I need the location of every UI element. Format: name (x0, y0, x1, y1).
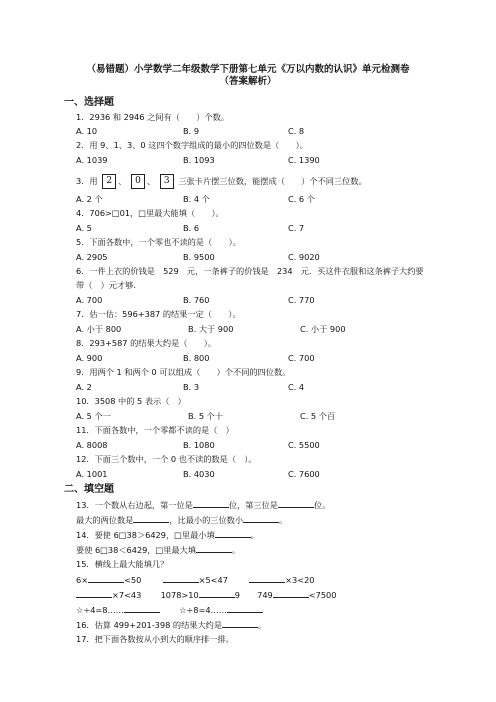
option-3a: A. 2 个 (76, 194, 103, 204)
answer-blank[interactable] (76, 589, 112, 598)
number-card-3: 3 (160, 174, 174, 189)
option-9c: C. 4 (288, 382, 305, 392)
question-10: 10．3508 中的 5 表示（ ） (76, 396, 186, 406)
answer-blank[interactable] (227, 604, 263, 613)
section-heading-choice: 一、选择题 (64, 97, 114, 108)
number-card-2: 2 (102, 174, 116, 189)
question-15-row2: ×7<43 1078>10 9 749 <7500 (76, 589, 336, 600)
question-5: 5．下面各数中，一个零也不读的是（ ）。 (76, 237, 241, 247)
answer-blank[interactable] (273, 589, 309, 598)
document-title: （易错题）小学数学二年级数学下册第七单元《万以内数的认识》单元检测卷 (86, 64, 410, 75)
section-heading-fill: 二、填空题 (64, 484, 114, 495)
question-3: 3．用 2 、 0 、 3 三张卡片摆三位数，能摆成（ ）个不同三位数。 (76, 174, 367, 189)
answer-blank[interactable] (222, 619, 258, 628)
option-11c: C. 5500 (288, 440, 320, 450)
answer-blank[interactable] (163, 574, 199, 583)
option-8a: A. 900 (76, 353, 103, 363)
answer-blank[interactable] (133, 514, 169, 523)
option-8c: C. 700 (288, 353, 315, 363)
option-12b: B. 4030 (183, 469, 215, 479)
answer-blank[interactable] (215, 529, 251, 538)
option-7b: B. 大于 900 (188, 324, 234, 334)
question-14: 14．要使 6□38＞6429，□里最小填 。 (76, 530, 259, 540)
option-12a: A. 1001 (76, 469, 108, 479)
question-15-row3: ☆÷4=8…… ☆÷8=4…… (76, 604, 263, 615)
option-8b: B. 800 (183, 353, 210, 363)
question-2: 2．用 9、1、3、0 这四个数字组成的最小的四位数是（ ）。 (76, 140, 308, 150)
answer-blank[interactable] (124, 604, 160, 613)
answer-blank[interactable] (199, 589, 235, 598)
answer-blank[interactable] (193, 499, 229, 508)
answer-blank[interactable] (243, 514, 279, 523)
answer-blank[interactable] (249, 574, 285, 583)
option-11a: A. 8008 (76, 440, 108, 450)
question-13: 13．一个数从右边起，第一位是 位，第三位是 位。 (76, 500, 331, 510)
option-2a: A. 1039 (76, 155, 108, 165)
option-4c: C. 7 (288, 223, 305, 233)
question-17: 17．把下面各数按从小到大的顺序排一排。 (76, 634, 234, 644)
number-card-0: 0 (131, 174, 145, 189)
question-6: 6．一件上衣的价钱是 529 元，一条裤子的价钱是 234 元．买这件衣服和这条裤子大约要 (76, 266, 424, 276)
option-11b: B. 1080 (183, 440, 215, 450)
option-1a: A. 10 (76, 126, 98, 136)
option-6c: C. 770 (288, 295, 315, 305)
option-7c: C. 小于 900 (300, 324, 346, 334)
question-15: 15．横线上最大能填几？ (76, 559, 169, 569)
question-1: 1．2936 和 2946 之间有（ ）个数。 (76, 112, 229, 122)
option-6a: A. 700 (76, 295, 103, 305)
answer-blank[interactable] (88, 574, 124, 583)
option-6b: B. 760 (183, 295, 210, 305)
question-8: 8．293+587 的结果大约是（ ）。 (76, 338, 217, 348)
option-9b: B. 3 (183, 382, 200, 392)
option-2b: B. 1093 (183, 155, 215, 165)
question-15-row1: 6× <50 ×5<47 ×3<20 (76, 575, 315, 585)
option-1b: B. 9 (183, 126, 200, 136)
option-10c: C. 5 个百 (300, 411, 336, 421)
question-14-cont: 要使 6□38＜6429，□里最大填 。 (76, 545, 241, 555)
option-4b: B. 6 (183, 223, 200, 233)
option-5c: C. 9020 (288, 252, 320, 262)
question-11: 11．下面各数中，一个零都不读的是（ ） (76, 425, 234, 435)
question-16: 16．估算 499+201-398 的结果大约是 。 (76, 620, 267, 630)
question-6-cont: 带（ ）元才够． (76, 280, 142, 290)
document-subtitle: （答案解析） (219, 76, 277, 87)
option-5a: A. 2905 (76, 252, 108, 262)
question-7: 7．估一估：596+387 的结果一定（ ）。 (76, 309, 241, 319)
option-3c: C. 6 个 (288, 194, 315, 204)
answer-blank[interactable] (196, 544, 232, 553)
option-12c: C. 7600 (288, 469, 320, 479)
question-4: 4．706>□01，□里最大能填（ ）。 (76, 208, 224, 218)
option-9a: A. 2 (76, 382, 92, 392)
option-1c: C. 8 (288, 126, 305, 136)
question-12: 12．下面三个数中，一个 0 也不读的数是（ ）。 (76, 454, 257, 464)
option-4a: A. 5 (76, 223, 92, 233)
option-5b: B. 9500 (183, 252, 215, 262)
question-9: 9．用两个 1 和两个 0 可以组成（ ）个不同的四位数。 (76, 367, 291, 377)
option-2c: C. 1390 (288, 155, 320, 165)
question-13-cont: 最大的两位数是 ，比最小的三位数小 。 (76, 515, 288, 525)
option-10a: A. 5 个一 (76, 411, 111, 421)
option-10b: B. 5 个十 (188, 411, 224, 421)
option-3b: B. 4 个 (183, 194, 210, 204)
option-7a: A. 小于 800 (76, 324, 122, 334)
answer-blank[interactable] (278, 499, 314, 508)
